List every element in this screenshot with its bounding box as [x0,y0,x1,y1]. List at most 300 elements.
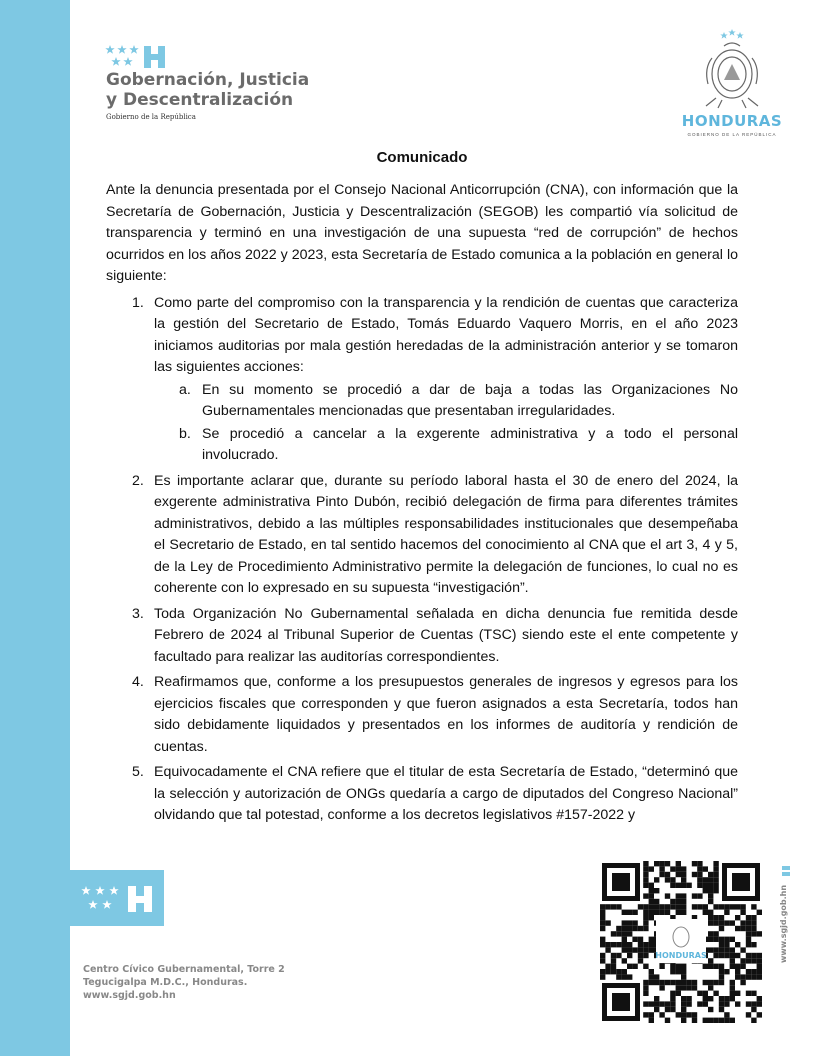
qr-module [649,937,654,942]
qr-module [643,926,648,931]
qr-module [757,910,762,915]
qr-module [665,1001,670,1006]
qr-module [713,937,718,942]
qr-module [638,942,643,947]
qr-module [746,991,751,996]
qr-module [622,969,627,974]
qr-module [751,991,756,996]
qr-module [659,872,664,877]
qr-module [665,861,670,866]
qr-module [676,985,681,990]
qr-module [670,866,675,871]
qr-module [681,910,686,915]
qr-module [708,996,713,1001]
qr-module [703,910,708,915]
qr-module [681,877,686,882]
qr-module [681,1007,686,1012]
qr-module [638,958,643,963]
qr-module [616,974,621,979]
qr-module [703,1018,708,1023]
side-color-bar [0,0,70,1056]
qr-module [740,947,745,952]
qr-module [740,974,745,979]
list-item-text: Como parte del compromiso con la transparencia y la rendición de cuentas que caracteriza la gestión del Secretario de Estado, Tomás Eduardo Vaquero Morris, en el año 2023 iniciamos auditorias por mala gestión heredadas de la administración anterior y se tomaron las siguientes acciones: [154,294,738,375]
qr-module [676,910,681,915]
qr-module [676,991,681,996]
qr-module [703,888,708,893]
qr-module [670,969,675,974]
qr-module [665,872,670,877]
qr-module [622,942,627,947]
ministry-logo [104,44,364,124]
qr-module [643,953,648,958]
qr-module [681,1012,686,1017]
qr-module [643,947,648,952]
address-line2: Tegucigalpa M.D.C., Honduras. [83,977,248,988]
qr-module [616,942,621,947]
qr-module [708,964,713,969]
qr-module [654,974,659,979]
qr-module [676,969,681,974]
qr-module [665,1007,670,1012]
qr-module [600,958,605,963]
list-number: 3. [132,605,144,622]
qr-module [724,904,729,909]
qr-module [649,904,654,909]
qr-module [659,1001,664,1006]
qr-module [719,920,724,925]
qr-module [627,910,632,915]
qr-module [605,947,610,952]
qr-module [724,969,729,974]
qr-module [659,964,664,969]
qr-module [643,991,648,996]
qr-center-label: HONDURAS [655,951,707,960]
qr-module [681,1001,686,1006]
qr-module [600,974,605,979]
qr-module [746,926,751,931]
qr-module [643,872,648,877]
qr-module [632,920,637,925]
qr-module [638,904,643,909]
qr-module [724,953,729,958]
qr-module [724,937,729,942]
qr-module [654,1001,659,1006]
qr-module [757,964,762,969]
coat-of-arms-icon [672,28,792,112]
qr-module [632,937,637,942]
qr-module [681,996,686,1001]
qr-module [643,920,648,925]
qr-module [735,969,740,974]
qr-module [649,883,654,888]
qr-module [713,964,718,969]
qr-module [676,861,681,866]
qr-module [719,937,724,942]
qr-module [627,942,632,947]
qr-module [724,996,729,1001]
document-title: Comunicado [376,149,468,166]
qr-module [622,947,627,952]
qr-module [686,980,691,985]
qr-module [703,904,708,909]
qr-module [670,996,675,1001]
qr-module [676,904,681,909]
qr-module [681,980,686,985]
qr-module [713,980,718,985]
qr-module [751,904,756,909]
qr-module [649,888,654,893]
list-item-2 [106,471,738,600]
qr-module [681,893,686,898]
qr-module [600,920,605,925]
qr-module [740,920,745,925]
qr-module [746,958,751,963]
list-item-text: Equivocadamente el CNA refiere que el titular de esta Secretaría de Estado, “determinó que la selección y autorización de ONGs quedaría a cargo de diputados del Congreso Nacional” olvidando que tal potestad, conforme a los decretos legislativos #157-2022 y [154,764,738,823]
qr-module [713,904,718,909]
address-line1: Centro Cívico Gubernamental, Torre 2 [83,964,285,975]
qr-module [703,996,708,1001]
list-item-3 [106,604,738,669]
qr-module [735,964,740,969]
qr-module [622,958,627,963]
qr-module [735,974,740,979]
qr-module [708,958,713,963]
qr-module [708,899,713,904]
qr-module [659,980,664,985]
honduras-seal [672,28,792,148]
qr-module [643,964,648,969]
qr-module [697,861,702,866]
list-number: 5. [132,764,144,780]
qr-module [757,974,762,979]
vertical-website: www.sgjd.gob.hn [779,884,788,964]
qr-module [724,947,729,952]
qr-module [746,920,751,925]
seal-label: HONDURAS [681,112,783,130]
qr-module [622,974,627,979]
numbered-list [106,293,738,827]
qr-module [719,969,724,974]
document-body [106,180,738,831]
qr-module [719,1007,724,1012]
qr-module [708,888,713,893]
qr-module [654,910,659,915]
qr-module [649,915,654,920]
qr-module [713,877,718,882]
qr-module [627,926,632,931]
qr-module [676,899,681,904]
qr-module [746,1001,751,1006]
qr-module [654,861,659,866]
qr-module [708,893,713,898]
qr-module [730,985,735,990]
qr-module [670,883,675,888]
qr-module [724,942,729,947]
qr-module [692,980,697,985]
qr-module [676,964,681,969]
qr-module [665,1018,670,1023]
qr-module [751,969,756,974]
qr-module [751,1001,756,1006]
qr-module [627,974,632,979]
qr-module [757,958,762,963]
qr-module [670,904,675,909]
qr-module [643,915,648,920]
qr-module [600,926,605,931]
qr-module [600,969,605,974]
list-item-1 [106,293,738,467]
qr-module [622,931,627,936]
qr-module [649,969,654,974]
qr-module [611,942,616,947]
qr-module [654,1007,659,1012]
qr-module [697,991,702,996]
qr-module [719,980,724,985]
qr-module [751,1007,756,1012]
qr-module [649,910,654,915]
qr-module [643,877,648,882]
qr-module [605,920,610,925]
qr-module [735,1001,740,1006]
qr-module [649,1001,654,1006]
qr-module [719,953,724,958]
qr-module [681,904,686,909]
qr-module [600,910,605,915]
qr-module [600,942,605,947]
qr-module [659,985,664,990]
qr-module [692,985,697,990]
qr-module [730,991,735,996]
qr-module [697,877,702,882]
qr-module [746,969,751,974]
sub-letter: b. [179,425,191,442]
qr-module [708,980,713,985]
qr-module [713,883,718,888]
qr-module [686,883,691,888]
qr-module [751,920,756,925]
qr-module [605,964,610,969]
qr-module [730,980,735,985]
qr-module [740,980,745,985]
qr-module [600,904,605,909]
qr-module [649,980,654,985]
qr-module [638,947,643,952]
qr-module [676,883,681,888]
qr-module [627,964,632,969]
qr-module [708,920,713,925]
qr-module [735,926,740,931]
qr-module [611,931,616,936]
qr-module [703,991,708,996]
seal-subtitle: GOBIERNO DE LA REPÚBLICA [687,132,777,137]
qr-module [665,904,670,909]
qr-module [708,1018,713,1023]
qr-module [719,947,724,952]
qr-module [713,872,718,877]
qr-module [681,866,686,871]
qr-module [713,920,718,925]
qr-module [713,947,718,952]
qr-module [713,1018,718,1023]
list-item-4 [106,672,738,758]
qr-module [757,1012,762,1017]
qr-module [622,937,627,942]
qr-module [713,931,718,936]
qr-module [746,915,751,920]
qr-module [713,866,718,871]
intro-paragraph: Ante la denuncia presentada por el Consejo Nacional Anticorrupción (CNA), con información que la Secretaría de Gobernación, Justicia y Descentralización (SEGOB) les compartió vía solicitud de transparencia y terminó en una investigación de una supuesta “red de corrupción” de hechos ocurridos en los años 2022 y 2023, esta Secretaría de Estado comunica a la población en general lo siguiente: [106,182,738,284]
qr-module [686,1001,691,1006]
qr-module [681,872,686,877]
qr-module [681,899,686,904]
qr-module [605,904,610,909]
sub-letter: a. [179,381,191,398]
qr-module [622,910,627,915]
qr-module [632,910,637,915]
qr-module [665,980,670,985]
qr-module [730,937,735,942]
qr-module [643,980,648,985]
qr-module [697,893,702,898]
qr-module [638,926,643,931]
qr-module [730,964,735,969]
qr-module [757,953,762,958]
qr-module [719,964,724,969]
qr-module [703,866,708,871]
qr-module [713,888,718,893]
qr-module [643,910,648,915]
address-website: www.sgjd.gob.hn [83,990,176,1001]
list-item-text: Es importante aclarar que, durante su período laboral hasta el 30 de enero del 2024, la exgerente administrativa Pinto Dubón, recibió delegación de firma para diferentes trámites administrativos, debido a las múltiples responsabilidades institucionales que desempeñaba el Secretario de Estado, en tal sentido hacemos del conocimiento al CNA que el art 3, 4 y 5, de la Ley de Procedimiento Administrativo permite la delegación de funciones, lo cual no es coherente con lo expresado en su supuesta “investigación”. [154,472,738,596]
qr-module [665,877,670,882]
qr-module [757,996,762,1001]
qr-module [730,920,735,925]
qr-module [616,931,621,936]
qr-module [616,904,621,909]
qr-module [670,877,675,882]
qr-module [719,1018,724,1023]
qr-module [670,899,675,904]
qr-module [632,964,637,969]
qr-module [692,1018,697,1023]
qr-module [659,1012,664,1017]
qr-module [740,958,745,963]
qr-module [643,985,648,990]
stars-h-icon [104,44,174,70]
qr-module [681,1018,686,1023]
qr-module [730,996,735,1001]
qr-module [746,931,751,936]
qr-module [713,915,718,920]
qr-module [703,980,708,985]
qr-module [724,1018,729,1023]
qr-module [692,904,697,909]
qr-module [708,937,713,942]
list-number: 2. [132,472,144,489]
qr-module [713,991,718,996]
qr-module [681,974,686,979]
qr-module [719,915,724,920]
qr-module [751,958,756,963]
qr-module [692,861,697,866]
qr-module [751,953,756,958]
qr-module [665,893,670,898]
list-item-text: Toda Organización No Gubernamental señalada en dicha denuncia fue remitida desde Febrero de 2024 al Tribunal Superior de Cuentas (TSC) siendo este el ente competente y facultado para realizar las auditorías correspondientes. [154,605,738,665]
qr-module [627,947,632,952]
qr-module [649,1012,654,1017]
qr-module [616,969,621,974]
qr-code [600,861,762,1023]
qr-module [681,985,686,990]
qr-module [751,931,756,936]
list-number: 1. [132,294,144,311]
qr-module [730,953,735,958]
qr-module [735,942,740,947]
qr-module [676,1012,681,1017]
sub-item-text: Se procedió a cancelar a la exgerente administrativa y a todo el personal involucrado. [202,425,738,463]
qr-module [600,937,605,942]
qr-module [622,920,627,925]
qr-module [611,958,616,963]
qr-module [746,1012,751,1017]
qr-module [670,980,675,985]
qr-module [627,931,632,936]
qr-module [643,861,648,866]
qr-module [746,953,751,958]
qr-module [670,1007,675,1012]
qr-module [697,872,702,877]
ministry-name-line1: Gobernación, Justicia [106,70,310,90]
qr-module [730,904,735,909]
qr-module [643,866,648,871]
qr-module [649,899,654,904]
qr-module [751,942,756,947]
qr-module [740,910,745,915]
qr-module [751,974,756,979]
qr-module [659,904,664,909]
qr-module [697,1001,702,1006]
qr-module [654,904,659,909]
qr-module [746,937,751,942]
qr-module [713,953,718,958]
qr-module [627,953,632,958]
qr-module [719,1001,724,1006]
qr-module [708,877,713,882]
qr-module [649,893,654,898]
qr-module [703,1001,708,1006]
ministry-name [106,70,366,110]
qr-module [654,888,659,893]
qr-module [659,910,664,915]
qr-module [654,996,659,1001]
qr-module [697,866,702,871]
qr-module [730,947,735,952]
sub-item-text: En su momento se procedió a dar de baja a todas las Organizaciones No Gubernamentales mencionadas que presentaban irregularidades. [202,381,738,419]
qr-module [649,866,654,871]
qr-module [724,920,729,925]
qr-module [686,1012,691,1017]
qr-module [611,969,616,974]
sub-item-a [154,380,738,423]
qr-module [676,980,681,985]
qr-module [616,926,621,931]
qr-module [622,926,627,931]
qr-module [708,915,713,920]
qr-module [654,980,659,985]
qr-module [627,920,632,925]
footer-address [83,963,285,1002]
